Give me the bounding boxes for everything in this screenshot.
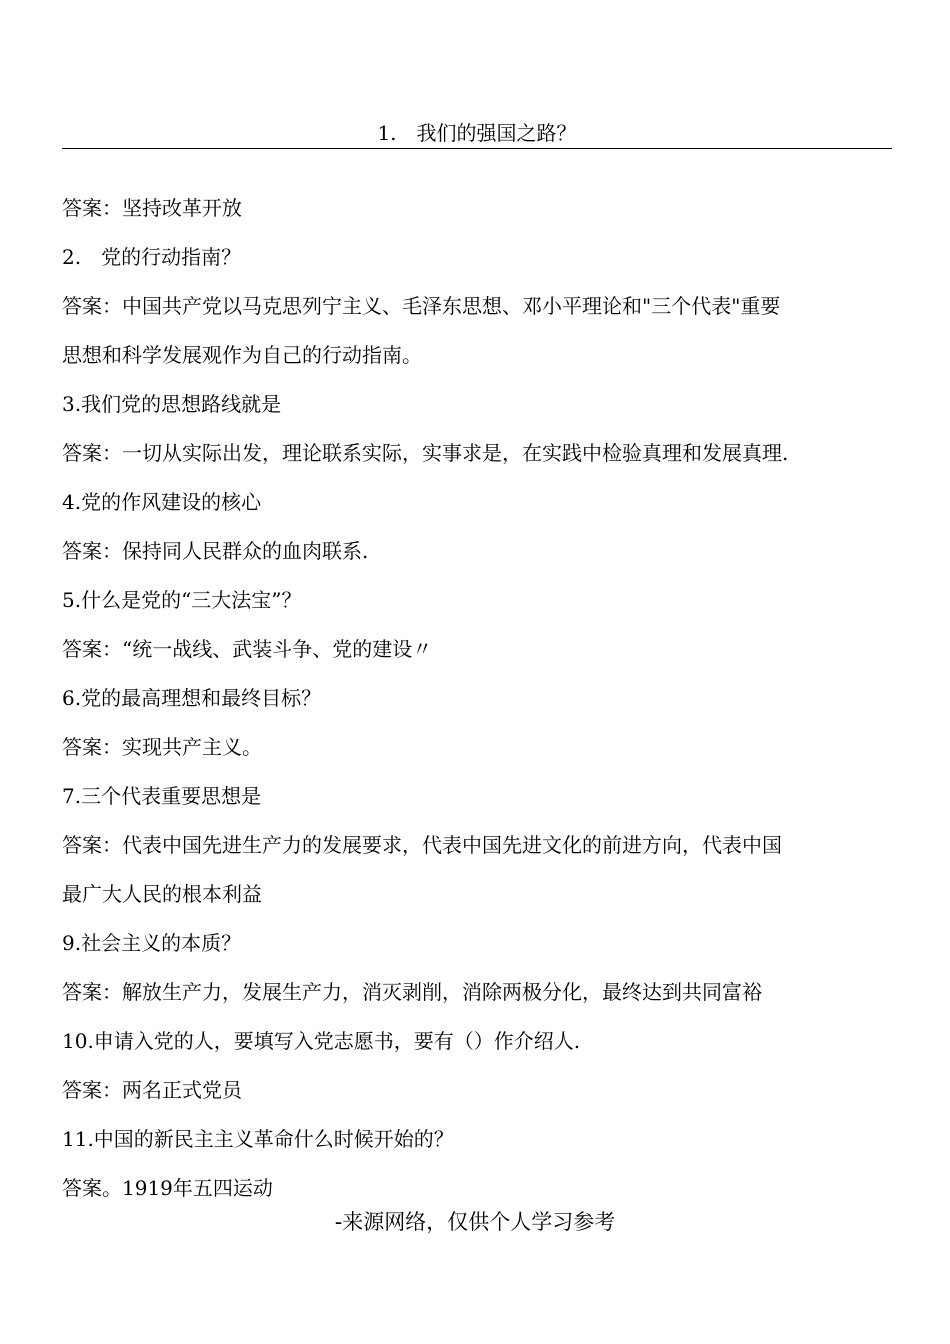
question-7: 7.三个代表重要思想是: [62, 784, 262, 808]
question-1-answer: 答案：坚持改革开放: [62, 196, 242, 220]
question-5-answer: 答案：“统一战线、武装斗争、党的建设〃: [62, 637, 433, 661]
question-2-answer-cont: 思想和科学发展观作为自己的行动指南。: [62, 343, 422, 367]
page-title: 1. 我们的强国之路？: [62, 118, 892, 149]
question-9-answer: 答案：解放生产力，发展生产力，消灭剥削，消除两极分化，最终达到共同富裕: [62, 980, 762, 1004]
question-3-answer: 答案：一切从实际出发，理论联系实际，实事求是，在实践中检验真理和发展真理.: [62, 441, 789, 465]
qa-list: [62, 184, 892, 1213]
question-11: 11.中国的新民主主义革命什么时候开始的？: [62, 1127, 454, 1151]
question-4: 4.党的作风建设的核心: [62, 490, 262, 514]
question-4-answer: 答案：保持同人民群众的血肉联系.: [62, 539, 369, 563]
question-10: 10.申请入党的人，要填写入党志愿书，要有（）作介绍人.: [62, 1029, 581, 1053]
question-7-answer: 答案：代表中国先进生产力的发展要求，代表中国先进文化的前进方向，代表中国: [62, 833, 782, 857]
question-2-answer: 答案：中国共产党以马克思列宁主义、毛泽东思想、邓小平理论和"三个代表"重要: [62, 294, 781, 318]
question-5: 5.什么是党的“三大法宝”？: [62, 588, 302, 612]
question-7-answer-cont: 最广大人民的根本利益: [62, 882, 262, 906]
question-3: 3.我们党的思想路线就是: [62, 392, 282, 416]
question-11-answer: 答案。1919年五四运动: [62, 1176, 273, 1200]
source-footer: -来源网络，仅供个人学习参考: [334, 1210, 616, 1234]
question-6-answer: 答案：实现共产主义。: [62, 735, 262, 759]
question-6: 6.党的最高理想和最终目标？: [62, 686, 322, 710]
question-2: 2. 党的行动指南？: [62, 245, 242, 269]
question-10-answer: 答案：两名正式党员: [62, 1078, 242, 1102]
question-9: 9.社会主义的本质？: [62, 931, 242, 955]
